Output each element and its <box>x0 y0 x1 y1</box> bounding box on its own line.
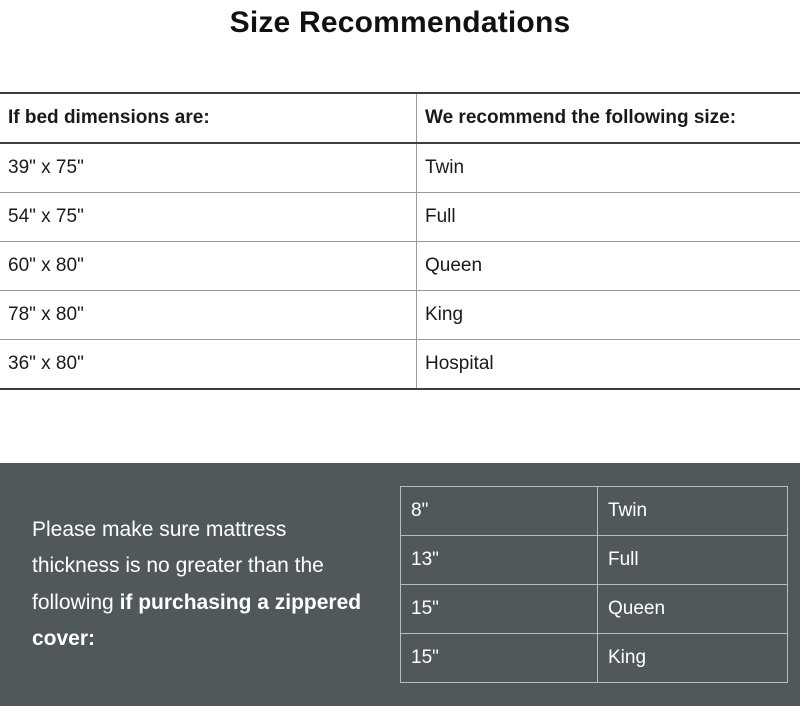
table-row <box>0 143 800 193</box>
cell-max-thickness: 15" <box>401 634 598 683</box>
cell-recommended-size: Twin <box>417 143 800 193</box>
cell-recommended-size: Hospital <box>417 340 800 390</box>
table-header-row <box>0 93 800 143</box>
thickness-table-wrapper <box>400 486 800 683</box>
cell-bed-dimensions: 54" x 75" <box>0 193 417 242</box>
table-row <box>401 634 788 683</box>
page-title: Size Recommendations <box>229 6 571 39</box>
cell-recommended-size: Full <box>417 193 800 242</box>
size-recommendation-table <box>0 92 800 390</box>
cell-size-name: Full <box>598 536 788 585</box>
cell-bed-dimensions: 36" x 80" <box>0 340 417 390</box>
table-row <box>401 585 788 634</box>
cell-recommended-size: Queen <box>417 242 800 291</box>
cell-bed-dimensions: 39" x 75" <box>0 143 417 193</box>
thickness-table <box>400 486 788 683</box>
thickness-instruction-plain: Please make sure mattress thickness is no greater than the following <box>32 518 324 614</box>
cell-max-thickness: 15" <box>401 585 598 634</box>
table-row <box>0 340 800 390</box>
column-header-recommended-size: We recommend the following size: <box>417 93 800 143</box>
thickness-instruction-text <box>0 512 400 656</box>
table-row <box>401 536 788 585</box>
cell-bed-dimensions: 78" x 80" <box>0 291 417 340</box>
cell-size-name: Twin <box>598 487 788 536</box>
cell-size-name: King <box>598 634 788 683</box>
column-header-bed-dimensions: If bed dimensions are: <box>0 93 417 143</box>
thickness-instruction-emphasis: if purchasing a zippered cover: <box>32 590 362 650</box>
table-row <box>0 291 800 340</box>
cell-max-thickness: 13" <box>401 536 598 585</box>
thickness-panel <box>0 463 800 706</box>
table-row <box>0 242 800 291</box>
table-row <box>0 193 800 242</box>
cell-max-thickness: 8" <box>401 487 598 536</box>
cell-bed-dimensions: 60" x 80" <box>0 242 417 291</box>
table-row <box>401 487 788 536</box>
cell-size-name: Queen <box>598 585 788 634</box>
cell-recommended-size: King <box>417 291 800 340</box>
